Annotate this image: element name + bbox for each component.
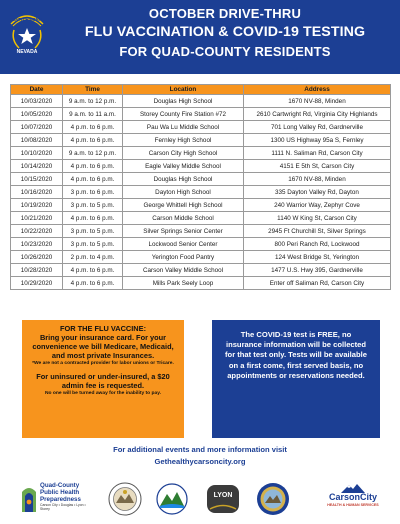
- covid-test-info-box: [212, 320, 380, 438]
- carson-city-hhs-logo: [318, 480, 384, 516]
- flu-box-admin-fee: For uninsured or under-insured, a $20 admin fee is requested.: [36, 372, 170, 390]
- quad-county-logo-name: Quad-County Public Health Preparedness: [40, 482, 81, 503]
- column-header-location: Location: [123, 85, 244, 95]
- table-cell-date: 10/28/2020: [11, 264, 63, 277]
- table-cell-time: 4 p.m. to 6 p.m.: [63, 121, 123, 134]
- table-cell-time: 4 p.m. to 6 p.m.: [63, 212, 123, 225]
- nevada-state-seal-icon: [256, 482, 290, 516]
- table-cell-location: Storey County Fire Station #72: [123, 108, 244, 121]
- table-cell-date: 10/23/2020: [11, 238, 63, 251]
- table-row: [11, 238, 391, 251]
- table-cell-address: 1670 NV-88, Minden: [244, 173, 391, 186]
- table-row: [11, 277, 391, 290]
- table-cell-address: Enter off Saliman Rd, Carson City: [244, 277, 391, 290]
- table-cell-location: Pau Wa Lu Middle School: [123, 121, 244, 134]
- table-cell-location: Carson Middle School: [123, 212, 244, 225]
- table-cell-location: Douglas High School: [123, 95, 244, 108]
- table-cell-date: 10/15/2020: [11, 173, 63, 186]
- table-cell-location: Lockwood Senior Center: [123, 238, 244, 251]
- table-cell-time: 4 p.m. to 6 p.m.: [63, 134, 123, 147]
- schedule-table-body: [11, 95, 391, 290]
- table-row: [11, 264, 391, 277]
- table-cell-time: 9 a.m. to 12 p.m.: [63, 95, 123, 108]
- table-cell-date: 10/03/2020: [11, 95, 63, 108]
- douglas-county-logo-icon: [156, 482, 188, 516]
- carson-city-logo-subtitle: HEALTH & HUMAN SERVICES: [327, 503, 379, 507]
- table-cell-location: Carson Valley Middle School: [123, 264, 244, 277]
- lyon-county-logo-text: LYON: [213, 492, 233, 499]
- nevada-flag-icon: [5, 4, 49, 60]
- table-cell-date: 10/29/2020: [11, 277, 63, 290]
- table-cell-address: 1477 U.S. Hwy 395, Gardnerville: [244, 264, 391, 277]
- table-row: [11, 95, 391, 108]
- table-cell-time: 3 p.m. to 5 p.m.: [63, 199, 123, 212]
- table-row: [11, 121, 391, 134]
- lyon-county-logo: [206, 482, 240, 516]
- table-cell-date: 10/21/2020: [11, 212, 63, 225]
- table-cell-time: 4 p.m. to 6 p.m.: [63, 264, 123, 277]
- flu-box-insurance-text: Bring your insurance card. For your convenience we bill Medicare, Medicaid, and most private Insurances.: [32, 333, 174, 360]
- column-header-time: Time: [63, 85, 123, 95]
- quad-county-emblem-icon: [18, 482, 40, 516]
- table-cell-time: 9 a.m. to 11 a.m.: [63, 108, 123, 121]
- table-cell-time: 4 p.m. to 6 p.m.: [63, 173, 123, 186]
- table-cell-address: 4151 E 5th St, Carson City: [244, 160, 391, 173]
- table-cell-time: 3 p.m. to 6 p.m.: [63, 186, 123, 199]
- table-cell-location: Mills Park Seely Loop: [123, 277, 244, 290]
- table-cell-date: 10/05/2020: [11, 108, 63, 121]
- table-cell-time: 3 p.m. to 5 p.m.: [63, 225, 123, 238]
- table-cell-location: Silver Springs Senior Center: [123, 225, 244, 238]
- flu-vaccine-info-box: [22, 320, 184, 438]
- footer-more-info: For additional events and more information visit: [113, 445, 287, 454]
- column-header-date: Date: [11, 85, 63, 95]
- table-header-row: [11, 85, 391, 95]
- table-cell-address: 2945 Ft Churchill St, Silver Springs: [244, 225, 391, 238]
- title-line-3: FOR QUAD-COUNTY RESIDENTS: [119, 44, 331, 59]
- table-cell-time: 2 p.m. to 4 p.m.: [63, 251, 123, 264]
- table-cell-address: 124 West Bridge St, Yerington: [244, 251, 391, 264]
- table-cell-time: 4 p.m. to 6 p.m.: [63, 160, 123, 173]
- table-cell-address: 1111 N. Saliman Rd, Carson City: [244, 147, 391, 160]
- table-cell-time: 4 p.m. to 6 p.m.: [63, 277, 123, 290]
- table-cell-address: 240 Warrior Way, Zephyr Cove: [244, 199, 391, 212]
- quad-county-logo-text: [40, 482, 96, 511]
- table-cell-date: 10/10/2020: [11, 147, 63, 160]
- table-row: [11, 225, 391, 238]
- table-cell-location: Douglas High School: [123, 173, 244, 186]
- lyon-county-badge-icon: [206, 482, 240, 516]
- quad-county-logo: [18, 480, 96, 518]
- table-cell-address: 701 Long Valley Rd, Gardnerville: [244, 121, 391, 134]
- header-banner: [0, 0, 400, 74]
- table-row: [11, 186, 391, 199]
- table-row: [11, 147, 391, 160]
- table-cell-address: 2610 Cartwright Rd, Virginia City Highlands: [244, 108, 391, 121]
- table-row: [11, 160, 391, 173]
- table-cell-date: 10/14/2020: [11, 160, 63, 173]
- column-header-address: Address: [244, 85, 391, 95]
- table-cell-location: Yerington Food Pantry: [123, 251, 244, 264]
- flu-box-contract-note: *We are not a contracted provider for labor unions or Tricare.: [32, 361, 174, 366]
- table-cell-location: Dayton High School: [123, 186, 244, 199]
- table-cell-address: 1140 W King St, Carson City: [244, 212, 391, 225]
- table-cell-date: 10/08/2020: [11, 134, 63, 147]
- table-row: [11, 199, 391, 212]
- table-cell-address: 1670 NV-88, Minden: [244, 95, 391, 108]
- table-row: [11, 251, 391, 264]
- table-cell-date: 10/19/2020: [11, 199, 63, 212]
- carson-city-logo-text: CarsonCity: [328, 492, 377, 502]
- page-title: [56, 4, 394, 61]
- flag-state-name: NEVADA: [16, 49, 38, 55]
- flag-banner-text: BATTLE BORN: [12, 17, 42, 22]
- table-cell-time: 9 a.m. to 12 p.m.: [63, 147, 123, 160]
- covid-box-text: The COVID-19 test is FREE, no insurance information will be collected for that test only. Tests will be available on a first come, first served basis, no appointments or reservations needed.: [225, 330, 367, 380]
- table-cell-date: 10/07/2020: [11, 121, 63, 134]
- table-cell-date: 10/16/2020: [11, 186, 63, 199]
- table-cell-location: Eagle Valley Middle School: [123, 160, 244, 173]
- table-cell-address: 335 Dayton Valley Rd, Dayton: [244, 186, 391, 199]
- table-cell-location: Carson City High School: [123, 147, 244, 160]
- schedule-table: [10, 84, 391, 290]
- title-line-1: OCTOBER DRIVE-THRU: [148, 6, 302, 21]
- footer-website-link[interactable]: Gethealthycarsoncity.org: [154, 457, 246, 466]
- table-cell-address: 800 Peri Ranch Rd, Lockwood: [244, 238, 391, 251]
- table-cell-location: Fernley High School: [123, 134, 244, 147]
- flu-box-heading: FOR THE FLU VACCINE:: [59, 324, 147, 333]
- storey-county-seal-icon: [108, 482, 142, 516]
- title-line-2: FLU VACCINATION & COVID-19 TESTING: [84, 24, 366, 40]
- table-cell-location: George Whittell High School: [123, 199, 244, 212]
- flu-box-no-turnaway: No one will be turned away for the inability to pay.: [45, 391, 161, 396]
- table-cell-time: 3 p.m. to 5 p.m.: [63, 238, 123, 251]
- table-row: [11, 173, 391, 186]
- table-row: [11, 108, 391, 121]
- table-cell-address: 1300 US Highway 95a S, Fernley: [244, 134, 391, 147]
- quad-county-logo-counties: Carson City • Douglas • Lyon • Storey: [40, 503, 86, 511]
- table-cell-date: 10/26/2020: [11, 251, 63, 264]
- table-row: [11, 212, 391, 225]
- table-row: [11, 134, 391, 147]
- table-cell-date: 10/22/2020: [11, 225, 63, 238]
